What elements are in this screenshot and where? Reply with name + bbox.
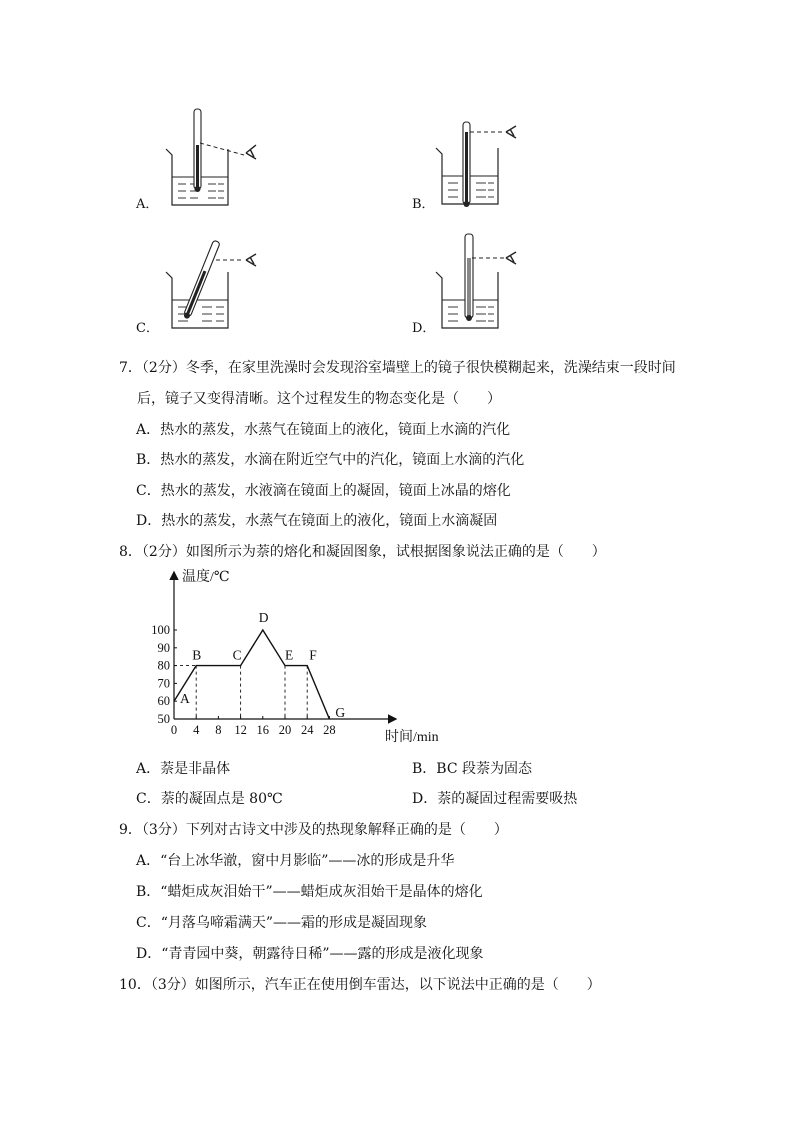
x-tick-label: 24 [300, 723, 314, 737]
point-label-g: G [335, 705, 346, 720]
x-tick-label: 4 [193, 723, 200, 737]
q6-figures [0, 0, 794, 345]
y-tick-label: 50 [157, 712, 170, 726]
q6-option-d-figure[interactable] [432, 230, 542, 335]
q6-option-b-label[interactable]: B． [412, 197, 435, 212]
q6-option-c-figure[interactable] [160, 234, 280, 334]
q9-option-c[interactable]: C．“月落乌啼霜满天”——霜的形成是凝固现象 [136, 915, 428, 931]
q7-option-c[interactable]: C．热水的蒸发，水液滴在镜面上的凝固，镜面上冰晶的熔化 [136, 483, 511, 499]
point-label-e: E [285, 647, 294, 663]
x-tick-label: 12 [234, 723, 247, 737]
q9-option-a[interactable]: A．“台上冰华澈，窗中月影临”——冰的形成是升华 [136, 853, 455, 869]
q6-option-b-figure[interactable] [432, 118, 542, 213]
point-label-a: A [180, 691, 190, 707]
y-axis-label: 温度/℃ [182, 570, 230, 585]
point-label-c: C [232, 647, 242, 663]
q8-option-c[interactable]: C．萘的凝固点是 80℃ [136, 791, 283, 807]
x-tick-label: 16 [256, 723, 270, 737]
x-tick-label: 0 [170, 723, 178, 737]
q6-option-a-label[interactable]: A． [136, 197, 159, 212]
temperature-curve [174, 630, 329, 719]
q8-stem: 8．（2分）如图所示为萘的熔化和凝固图象，试根据图象说法正确的是（ ） [119, 544, 606, 560]
y-tick-label: 70 [157, 676, 170, 691]
x-tick-label: 20 [278, 723, 292, 737]
y-tick-label: 90 [157, 640, 170, 655]
q8-option-d[interactable]: D．萘的凝固过程需要吸热 [412, 791, 578, 807]
q7-stem-line2: 后，镜子又变得清晰。这个过程发生的物态变化是（ ） [137, 391, 501, 407]
point-label-b: B [192, 647, 202, 663]
x-tick-label: 28 [323, 723, 336, 737]
q10-stem: 10．（3分）如图所示，汽车正在使用倒车雷达，以下说法中正确的是（ ） [119, 977, 601, 993]
q9-option-d[interactable]: D．“青青园中葵，朝露待日稀”——露的形成是液化现象 [136, 946, 484, 962]
q9-option-b[interactable]: B．“蜡炬成灰泪始干”——蜡炬成灰泪始干是晶体的熔化 [136, 884, 483, 900]
y-tick-label: 60 [157, 694, 170, 709]
q6-option-a-figure[interactable] [160, 105, 280, 215]
q9-stem: 9．（3分）下列对古诗文中涉及的热现象解释正确的是（ ） [119, 822, 508, 838]
x-axis-label: 时间/min [385, 730, 439, 745]
x-tick-label: 8 [215, 723, 222, 737]
point-label-f: F [309, 647, 317, 663]
q8-temperature-chart [140, 565, 470, 750]
q7-option-d[interactable]: D．热水的蒸发，水蒸气在镜面上的液化，镜面上水滴凝固 [136, 513, 498, 529]
point-label-d: D [258, 610, 269, 625]
y-tick-label: 100 [151, 623, 170, 637]
q8-option-a[interactable]: A．萘是非晶体 [136, 761, 231, 777]
q7-option-a[interactable]: A．热水的蒸发，水蒸气在镜面上的液化，镜面上水滴的汽化 [136, 422, 511, 438]
q6-option-d-label[interactable]: D． [412, 321, 436, 336]
q6-option-c-label[interactable]: C． [136, 321, 159, 336]
y-tick-label: 80 [157, 658, 170, 673]
q7-stem-line1: 7．（2分）冬季，在家里洗澡时会发现浴室墙壁上的镜子很快模糊起来，洗澡结束一段时间 [119, 360, 676, 376]
q7-option-b[interactable]: B．热水的蒸发，水滴在附近空气中的汽化，镜面上水滴的汽化 [136, 452, 525, 468]
q8-option-b[interactable]: B．BC 段萘为固态 [412, 761, 532, 777]
